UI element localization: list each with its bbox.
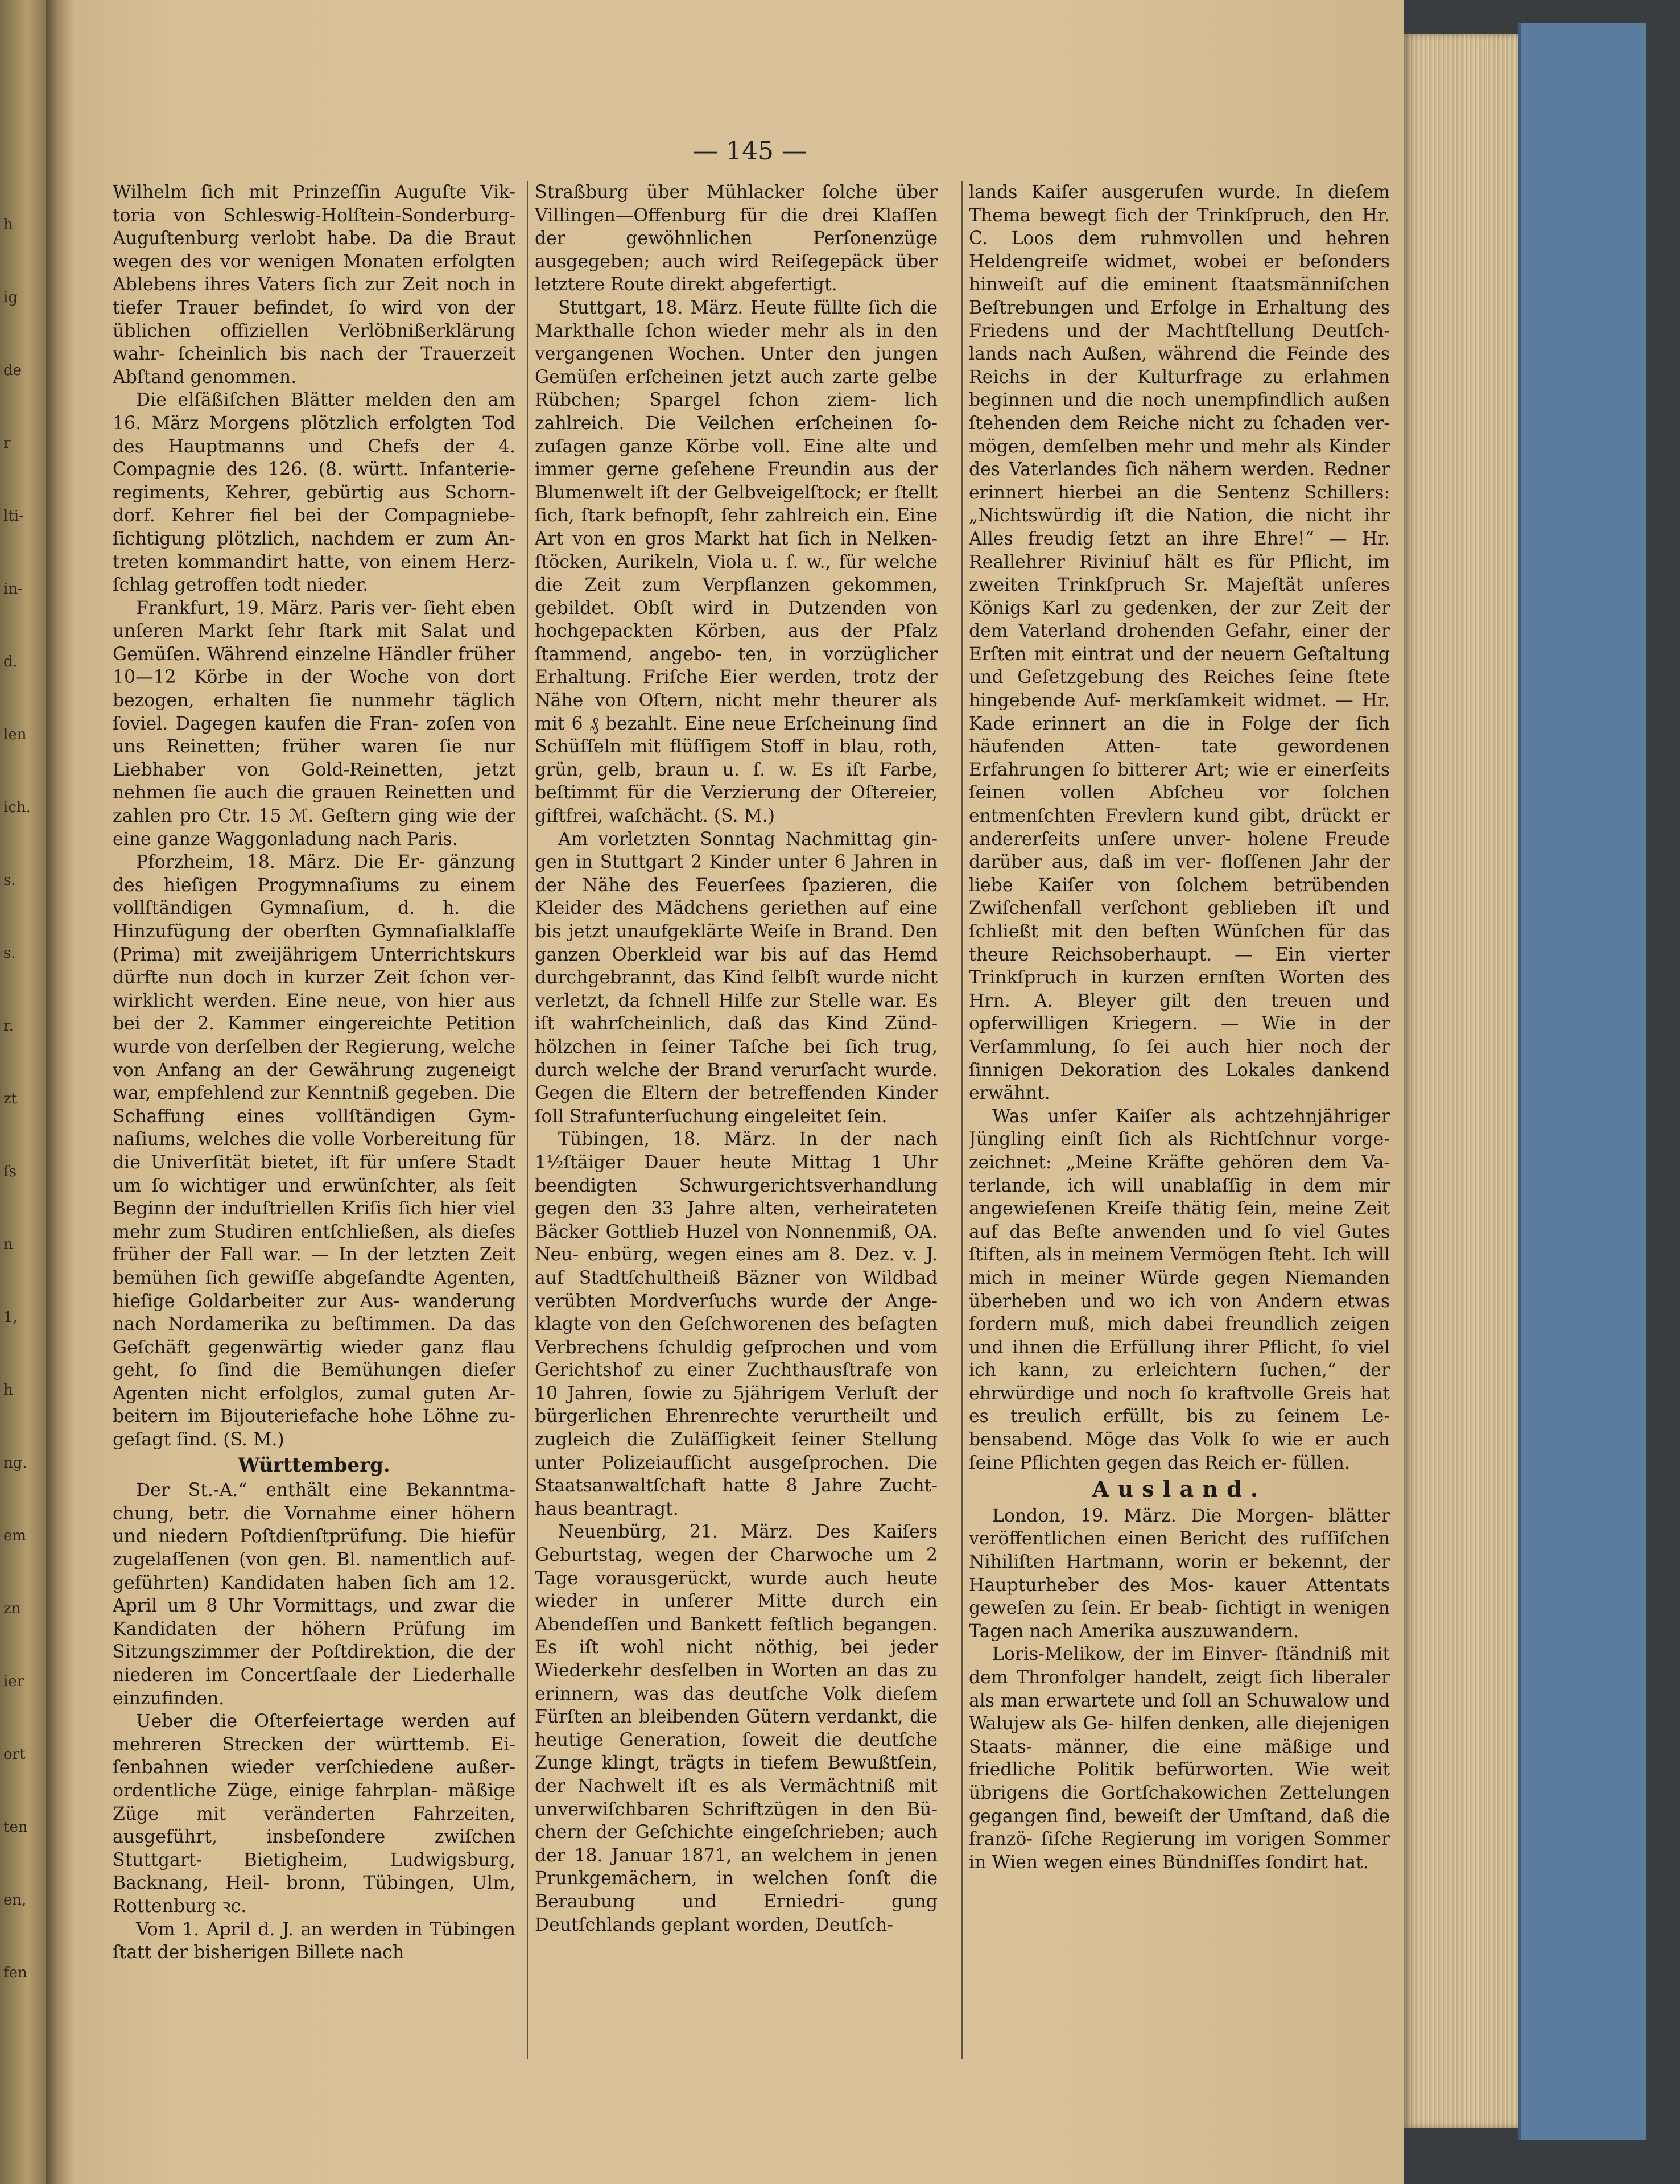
text-column-2: [535, 181, 938, 2059]
previous-page-text-fragment: 1,: [3, 1309, 18, 1326]
previous-page-text-fragment: zn: [3, 1600, 21, 1617]
previous-page-edge: [0, 0, 46, 2184]
article-paragraph: Was unſer Kaiſer als achtzehnjähriger Jüngling einſt ſich als Richtſchnur vorge- zeichnet: „Meine Kräfte gehören dem Va- terlande, ich will unablaſſig in dem mir angewieſenen Kreiſe thätig ſein, meine Zeit auf das Beſte anwenden und ſo viel Gutes ſtiften, als in meinem Vermögen ſteht. Ich will mich in meiner Würde gegen Niemanden überheben und wo ich von Andern etwas fordern muß, mich dabei freundlich zeigen und ihnen die Erfüllung ihrer Pflicht, ſo viel ich kann, zu erleichtern ſuchen,“ der ehrwürdige und noch ſo kraftvolle Greis hat es treulich erfüllt, bis zu ſeinem Le- bensabend. Möge das Volk ſo wie er auch ſeine Pflichten gegen das Reich er- füllen.: [969, 1106, 1390, 1473]
previous-page-text-fragment: en,: [3, 1892, 27, 1909]
previous-page-text-fragment: ten: [3, 1819, 28, 1836]
previous-page-text-fragment: ng.: [3, 1454, 27, 1472]
previous-page-text-fragment: ich.: [3, 799, 31, 816]
previous-page-text-fragment: fen: [3, 1964, 27, 1981]
previous-page-text-fragment: s.: [3, 872, 16, 889]
text-column-1: [113, 181, 515, 2059]
previous-page-text-fragment: len: [3, 726, 27, 743]
previous-page-text-fragment: de: [3, 362, 22, 379]
previous-page-text-fragment: h: [3, 216, 13, 233]
previous-page-text-fragment: r.: [3, 1017, 14, 1035]
article-paragraph: Wilhelm ſich mit Prinzeſſin Auguſte Vik- toria von Schleswig-Holſtein-Sonderburg-Auguſtenburg verlobt habe. Da die Braut wegen des vor wenigen Monaten erfolgten Ablebens ihres Vaters ſich zur Zeit noch in tiefer Trauer befindet, ſo wird von der üblichen offiziellen Verlöbnißerklärung wahr- ſcheinlich bis nach der Trauerzeit Abſtand genommen.: [113, 182, 515, 388]
previous-page-text-fragment: s.: [3, 945, 16, 962]
article-paragraph: London, 19. März. Die Morgen- blätter veröffentlichen einen Bericht des ruſſiſchen Nihiliſten Hartmann, worin er bekennt, der Haupturheber des Mos- kauer Attentats geweſen zu ſein. Er beab- ſichtigt in wenigen Tagen nach Amerika auszuwandern.: [969, 1505, 1390, 1642]
book-gutter: [46, 0, 73, 2184]
article-paragraph: Straßburg über Mühlacker ſolche über Villingen—Offenburg für die drei Klaſſen der gewöhnlichen Perſonenzüge ausgegeben; auch wird Reiſegepäck über letztere Route direkt abgefertigt.: [535, 182, 938, 295]
article-paragraph: Vom 1. April d. J. an werden in Tübingen ſtatt der bisherigen Billete nach: [113, 1919, 515, 1963]
article-paragraph: Frankfurt, 19. März. Paris ver- ſieht eben unſeren Markt ſehr ſtark mit Salat und Gemüſen. Während einzelne Händler früher 10—12 Körbe in der Woche von dort bezogen, erhalten ſie nunmehr täglich ſoviel. Dagegen kaufen die Fran- zoſen von uns Reinetten; früher waren ſie nur Liebhaber von Gold-Reinetten, jetzt nehmen ſie auch die grauen Reinetten und zahlen pro Ctr. 15 ℳ. Geſtern ging wie der eine ganze Waggonladung nach Paris.: [113, 597, 515, 850]
book-cover: [1518, 23, 1646, 2140]
previous-page-text-fragment: in-: [3, 580, 23, 597]
previous-page-text-fragment: d.: [3, 653, 18, 670]
previous-page-text-fragment: ſs: [3, 1163, 16, 1180]
previous-page-text-fragment: em: [3, 1527, 27, 1544]
previous-page-text-fragment: r: [3, 435, 11, 452]
article-paragraph: Neuenbürg, 21. März. Des Kaiſers Geburtstag, wegen der Charwoche um 2 Tage vorausgerückt, wurde auch heute wieder in unſerer Mitte durch ein Abendeſſen und Bankett feſtlich begangen. Es iſt wohl nicht nöthig, bei jeder Wiederkehr desſelben in Worten an das zu erinnern, was das deutſche Volk dieſem Fürſten an bleibenden Gütern verdankt, die heutige Generation, ſoweit die deutſche Zunge klingt, trägts in tiefem Bewußtſein, der Nachwelt iſt es als Vermächtniß mit unverwiſchbaren Schriftzügen in den Bü- chern der Geſchichte eingeſchrieben; auch der 18. Januar 1871, an welchem in jenen Prunkgemächern, in welchen ſonſt die Beraubung und Erniedri- gung Deutſchlands geplant worden, Deutſch-: [535, 1522, 938, 1935]
article-paragraph: Pforzheim, 18. März. Die Er- gänzung des hieſigen Progymnaſiums zu einem vollſtändigen Gymnaſium, d. h. die Hinzufügung der oberſten Gymnaſialklaſſe (Prima) mit zweijährigem Unterrichtskurs dürfte nun doch in kurzer Zeit ſchon ver- wirklicht werden. Eine neue, von hier aus bei der 2. Kammer eingereichte Petition wurde von derſelben der Regierung, welche von Anfang an der Gewährung zugeneigt war, empfehlend zur Kenntniß gegeben. Die Schaffung eines vollſtändigen Gym- naſiums, welches die volle Vorbereitung für die Univerſität bietet, iſt für unſere Stadt um ſo wichtiger und erwünſchter, als ſeit Beginn der induſtriellen Kriſis ſich hier viel mehr zum Studiren entſchließen, als dieſes früher der Fall war. — In der letzten Zeit bemühen ſich gewiſſe abgeſandte Agenten, hieſige Goldarbeiter zur Aus- wanderung nach Nordamerika zu beſtimmen. Da das Geſchäft gegenwärtig wieder ganz flau geht, ſo ſind die Bemühungen dieſer Agenten nicht erfolglos, zumal guten Ar- beitern im Bijouteriefache hohe Löhne zu- geſagt ſind. (S. M.): [113, 852, 515, 1450]
article-paragraph: Stuttgart, 18. März. Heute füllte ſich die Markthalle ſchon wieder mehr als in den vergangenen Wochen. Unter den jungen Gemüſen erſcheinen jetzt auch zarte gelbe Rübchen; Spargel ſchon ziem- lich zahlreich. Die Veilchen erſcheinen ſo- zuſagen ganze Körbe voll. Eine alte und immer gerne geſehene Freundin aus der Blumenwelt iſt der Gelbveigelſtock; er ſtellt ſich, ſtark befnopſt, ſehr zahlreich ein. Eine Art von en gros Markt hat ſich in Nelken- ſtöcken, Aurikeln, Viola u. ſ. w., für welche die Zeit zum Verpflanzen gekommen, gebildet. Obſt wird in Dutzenden von hochgepackten Körben, aus der Pfalz ſtammend, angebo- ten, in vorzüglicher Erhaltung. Friſche Eier werden, trotz der Nähe von Oſtern, nicht mehr theurer als mit 6 ₰ bezahlt. Eine neue Erſcheinung ſind Schüſſeln mit flüſſigem Stoff in blau, roth, grün, gelb, braun u. ſ. w. Es iſt Farbe, beſtimmt für die Verzierung der Oſtereier, giftfrei, waſchächt. (S. M.): [535, 297, 938, 827]
previous-page-text-fragment: n: [3, 1236, 13, 1253]
text-column-3: [969, 181, 1390, 2059]
article-paragraph: Tübingen, 18. März. In der nach 1½ſtäiger Dauer heute Mittag 1 Uhr beendigten Schwurgerichtsverhandlung gegen den 33 Jahre alten, verheirateten Bäcker Gottlieb Huzel von Nonnenmiß, OA. Neu- enbürg, wegen eines am 8. Dez. v. J. auf Stadtſchultheiß Bäzner von Wildbad verübten Mordverſuchs wurde der Ange- klagte von den Geſchworenen des beſagten Verbrechens ſchuldig geſprochen und vom Gerichtshof zu einer Zuchthausſtrafe von 10 Jahren, ſowie zu 5jährigem Verluſt der bürgerlichen Ehrenrechte verurtheilt und zugleich die Zuläſſigkeit ſeiner Stellung unter Polizeiaufſicht ausgeſprochen. Die Staatsanwaltſchaft hatte 8 Jahre Zucht- haus beantragt.: [535, 1129, 938, 1519]
previous-page-text-fragment: h: [3, 1382, 13, 1399]
section-heading: Württemberg.: [238, 1453, 390, 1477]
article-paragraph: lands Kaiſer ausgerufen wurde. In dieſem Thema bewegt ſich der Trinkſpruch, den Hr. C. Loos dem ruhmvollen und hehren Heldengreiſe widmet, wobei er beſonders hinweiſt auf die eminent ſtaatsmänniſchen Beſtrebungen und Erfolge in Erhaltung des Friedens und der Machtſtellung Deutſch- lands nach Außen, während die Feinde des Reichs in der Kulturfrage zu erlahmen beginnen und die noch unempfindlich außen ſtehenden dem Reiche nicht zu ſchaden ver- mögen, demſelben mehr und mehr als Kinder des Vaterlandes ſich nähern werden. Redner erinnert hierbei an die Sentenz Schillers: „Nichtswürdig iſt die Nation, die nicht ihr Alles freudig ſetzt an ihre Ehre!“ — Hr. Reallehrer Riviniuſ hält es für Pflicht, im zweiten Trinkſpruch Sr. Majeſtät unſeres Königs Karl zu gedenken, der zur Zeit der dem Vaterland drohenden Gefahr, einer der Erſten mit eintrat und der neuern Geſtaltung und Geſetzgebung des Reiches ſeine ſtete hingebende Auf- merkſamkeit widmet. — Hr. Kade erinnert an die in Folge der ſich häufenden Atten- tate gewordenen Erfahrungen ſo bitterer Art; wie er einerſeits ſeinen vollen Abſcheu vor ſolchen entmenſchten Frevlern kund gibt, drückt er andererſeits unſere unver- holene Freude darüber aus, daß im ver- floſſenen Jahr der liebe Kaiſer von ſolchem betrübenden Zwiſchenfall verſchont geblieben iſt und ſchließt mit den beſten Wünſchen für das theure Reichsoberhaupt. — Ein vierter Trinkſpruch in kurzen ernſten Worten des Hrn. A. Bleyer gilt den treuen und opferwilligen Kriegern. — Wie in der Verſammlung, ſo ſei auch hier noch der ſinnigen Dekoration des Lokales dankend erwähnt.: [969, 182, 1390, 1104]
page-number: — 145 —: [693, 137, 807, 166]
article-paragraph: Der St.-A.“ enthält eine Bekanntma- chung, betr. die Vornahme einer höhern und niedern Poſtdienſtprüfung. Die hiefür zugelaſſenen (von gen. Bl. namentlich auf- geführten) Kandidaten haben ſich am 12. April um 8 Uhr Vormittags, und zwar die Kandidaten der höhern Prüfung im Sitzungszimmer der Poſtdirektion, die der niederen im Concertſaale der Liederhalle einzufinden.: [113, 1480, 515, 1709]
previous-page-text-fragment: zt: [3, 1090, 18, 1107]
previous-page-text-fragment: lti-: [3, 508, 24, 525]
section-heading: Ausland.: [1092, 1476, 1267, 1502]
previous-page-text-fragment: ig: [3, 289, 18, 306]
previous-page-text-fragment: ort: [3, 1746, 26, 1763]
article-paragraph: Loris-Melikow, der im Einver- ſtändniß mit dem Thronfolger handelt, zeigt ſich liberaler als man erwartete und ſoll an Schuwalow und Walujew als Ge- hilfen denken, alle diejenigen Staats- männer, die eine mäßige und friedliche Politik befürworten. Wie weit übrigens die Gortſchakowichen Zettelungen gegangen ſind, beweiſt der Umſtand, daß die franzö- ſiſche Regierung im vorigen Sommer in Wien wegen eines Bündniſſes ſondirt hat.: [969, 1644, 1390, 1873]
article-paragraph: Die elſäßiſchen Blätter melden den am 16. März Morgens plötzlich erfolgten Tod des Hauptmanns und Chefs der 4. Compagnie des 126. (8. württ. Infanterie- regiments, Kehrer, gebürtig aus Schorn- dorf. Kehrer fiel bei der Compagniebe- ſichtigung plötzlich, nachdem er zum An- treten kommandirt hatte, von einem Herz- ſchlag getroffen todt nieder.: [113, 390, 515, 596]
column-rule: [961, 181, 963, 2059]
article-paragraph: Am vorletzten Sonntag Nachmittag gin- gen in Stuttgart 2 Kinder unter 6 Jahren in der Nähe des Feuerſees ſpazieren, die Kleider des Mädchens geriethen auf eine bis jetzt unaufgeklärte Weiſe in Brand. Den ganzen Oberkleid war bis auf das Hemd durchgebrannt, das Kind ſelbſt wurde nicht verletzt, da ſchnell Hilfe zur Stelle war. Es iſt wahrſcheinlich, daß das Kind Zünd- hölzchen in ſeiner Taſche bei ſich trug, durch welche der Brand verurſacht wurde. Gegen die Eltern der betreffenden Kinder ſoll Strafunterſuchung eingeleitet ſein.: [535, 829, 938, 1127]
previous-page-text-fragment: ier: [3, 1673, 24, 1690]
book-page-edges: [1404, 34, 1518, 2128]
article-paragraph: Ueber die Oſterfeiertage werden auf mehreren Strecken der württemb. Ei- ſenbahnen wieder verſchiedene außer- ordentliche Züge, einige fahrplan- mäßige Züge mit veränderten Fahrzeiten, ausgeführt, insbeſondere zwiſchen Stuttgart- Bietigheim, Ludwigsburg, Backnang, Heil- bronn, Tübingen, Ulm, Rottenburg ꝛc.: [113, 1711, 515, 1917]
column-rule: [527, 181, 528, 2059]
newspaper-page: [73, 0, 1404, 2184]
